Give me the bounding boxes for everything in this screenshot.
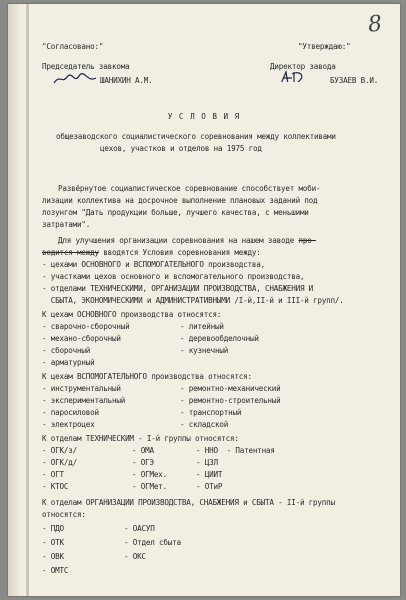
list-item: - ЦИИТ (196, 470, 223, 479)
list-item: - ОГК/д/ (42, 458, 77, 467)
list-item: - электроцех (42, 420, 95, 429)
approval-right-title: "Утверждаю:" (298, 42, 351, 51)
list-item: - ПДО (42, 524, 64, 533)
approval-left-name: ШАНИХИН А.М. (100, 76, 153, 85)
para2-line-1 (58, 236, 316, 245)
intro-line-1: Развёрнутое социалистическое соревнование способствует моби- (58, 184, 321, 193)
approval-right-name: БУЗАЕВ В.И. (330, 76, 379, 85)
binding-margin (26, 4, 29, 596)
list-item: - кузнечный (180, 346, 229, 355)
list-item: - ОМТС (42, 566, 69, 575)
approval-left-role: Председатель завкома (42, 62, 130, 71)
list-item: - КТОС (42, 482, 69, 491)
aux-shops-heading: К цехам ВСПОМОГАТЕЛЬНОГО производства относятся: (42, 372, 252, 381)
list-item: - ЦЗЛ (196, 458, 218, 467)
page-fold-shadow (8, 4, 20, 596)
list-item: - инструментальный (42, 384, 121, 393)
list-item: - ремонтно-строительный (180, 396, 281, 405)
subtitle-line-1: общезаводского социалистического соревнования между коллективами (56, 132, 336, 141)
approval-left-title: "Согласовано:" (42, 42, 104, 51)
subtitle-line-2: цехов, участков и отделов на 1975 год (100, 144, 262, 153)
intro-line-4: затратами". (42, 220, 91, 229)
approval-right-role: Директор завода (270, 62, 336, 71)
list-item: - ОГЭ (132, 458, 154, 467)
tech-depts-heading: К отделам ТЕХНИЧЕСКИМ - I-й группы относятся: (42, 434, 239, 443)
director-signature (276, 68, 310, 82)
para2-line-2 (42, 248, 261, 257)
list-item: - цехами ОСНОВНОГО и ВСПОМОГАТЕЛЬНОГО производства, (42, 260, 265, 269)
org-depts-heading: К отделам ОРГАНИЗАЦИИ ПРОИЗВОДСТВА, СНАБЖЕНИЯ и СБЫТА - II-й группы (42, 498, 335, 507)
list-item: - паросиловой (42, 408, 99, 417)
list-item: - ННО - Патентная (196, 446, 275, 455)
para2-text: вводятся Условия соревнования между: (98, 248, 261, 257)
list-item: - участками цехов основного и вспомогательного производства, (42, 272, 305, 281)
list-item: - ОГТ (42, 470, 64, 479)
list-item: - ОМА (132, 446, 154, 455)
document-title: У С Л О В И Я (167, 112, 241, 121)
list-item: - ОКС (124, 552, 146, 561)
org-depts-heading-cont: относятся: (42, 510, 86, 519)
list-item: - механо-сборочный (42, 334, 121, 343)
list-item: - ОТиР (196, 482, 223, 491)
list-item: - отделами ТЕХНИЧЕСКИМИ, ОРГАНИЗАЦИИ ПРОИЗВОДСТВА, СНАБЖЕНИЯ И (42, 284, 314, 293)
list-item: - ОГМех. (132, 470, 167, 479)
list-item: - ОТК (42, 538, 64, 547)
struck-text: водится между (42, 248, 99, 257)
list-item: - литейный (180, 322, 224, 331)
list-item: - сварочно-сборочный (42, 322, 130, 331)
list-item: - арматурный (42, 358, 95, 367)
page-number: 8 (366, 11, 384, 38)
struck-text: про- (298, 236, 316, 245)
chairman-signature (52, 72, 98, 86)
intro-line-2: лизации коллектива на досрочное выполнение плановых заданий под (42, 196, 318, 205)
list-item: - сборочный (42, 346, 91, 355)
list-item: - ОВК (42, 552, 64, 561)
intro-line-3: лозунгом "Дать продукции больше, лучшего качества, с меньшими (42, 208, 309, 217)
list-item: - ОАСУП (124, 524, 155, 533)
list-item: - складской (180, 420, 229, 429)
list-item: - ремонтно-механический (180, 384, 281, 393)
list-item: - транспортный (180, 408, 242, 417)
list-item: СБЫТА, ЭКОНОМИЧЕСКИМИ и АДМИНИСТРАТИВНЫМИ /I-й,II-й и III-й групп/. (42, 296, 344, 305)
list-item: - деревообделочный (180, 334, 259, 343)
list-item: - ОГМет. (132, 482, 167, 491)
main-shops-heading: К цехам ОСНОВНОГО производства относятся: (42, 310, 222, 319)
document-page (8, 4, 400, 596)
list-item: - ОГК/з/ (42, 446, 77, 455)
para2-text: Для улучшения организации соревнования на нашем заводе (58, 236, 295, 245)
list-item: - Отдел сбыта (124, 538, 181, 547)
list-item: - экспериментальный (42, 396, 126, 405)
